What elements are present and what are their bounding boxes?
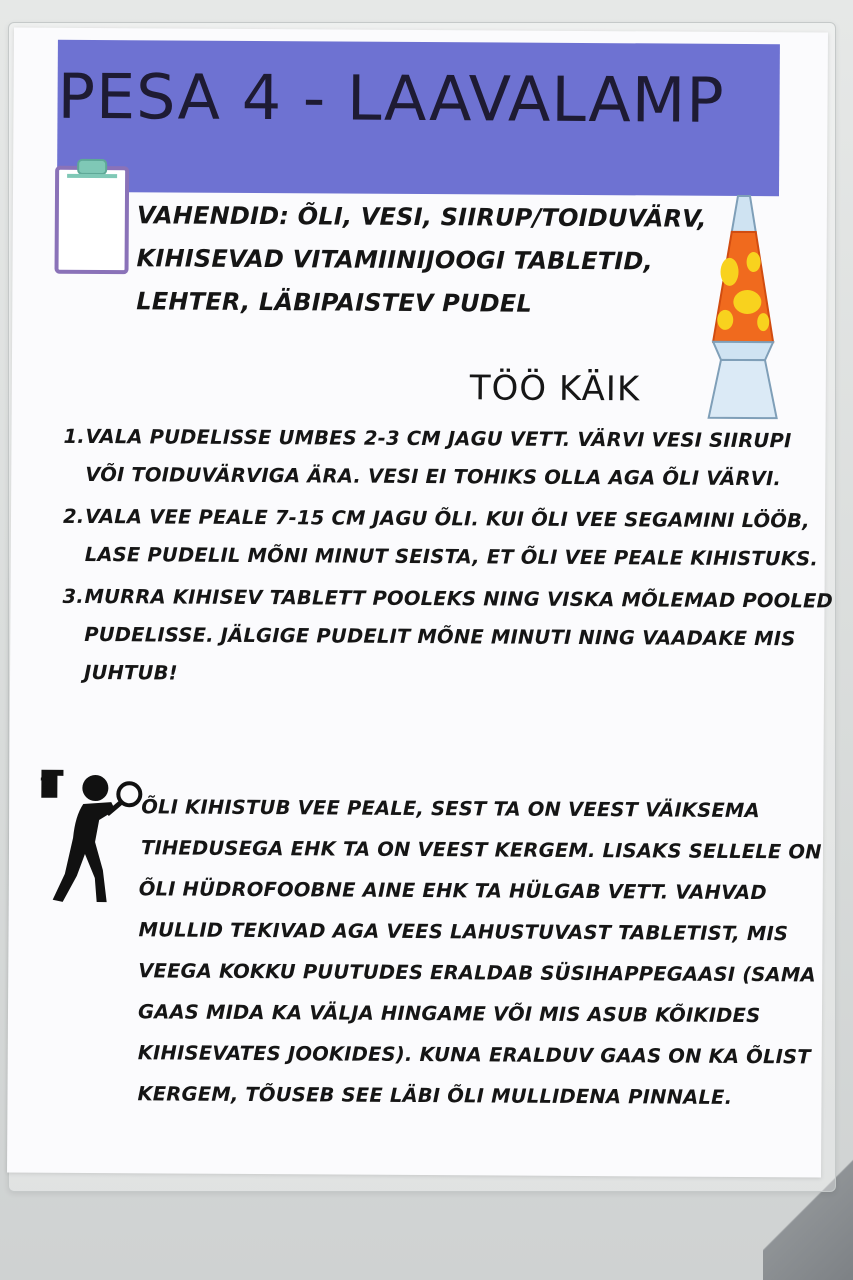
explanation-text xyxy=(137,786,822,1118)
step-line: MURRA KIHISEV TABLETT POOLEKS NING VISKA MÕLEMAD POOLED xyxy=(84,584,834,613)
step-line: VALA PUDELISSE UMBES 2-3 CM JAGU VETT. VÄRVI VESI SIIRUPI xyxy=(85,424,792,453)
explanation-line: KERGEM, TÕUSEB SEE LÄBI ÕLI MULLIDENA PINNALE. xyxy=(137,1082,733,1109)
detective-magnifier-icon xyxy=(35,766,146,907)
explanation-line: TIHEDUSEGA EHK TA ON VEEST KERGEM. LISAKS SELLELE ON xyxy=(140,836,822,864)
step-number: 2. xyxy=(62,504,85,528)
materials-list xyxy=(136,194,707,326)
explanation-line: GAAS MIDA KA VÄLJA HINGAME VÕI MIS ASUB KÕIKIDES xyxy=(137,1000,761,1028)
step-number: 3. xyxy=(62,584,84,608)
svg-text:?: ? xyxy=(39,772,52,797)
explanation-line: VEEGA KOKKU PUUTUDES ERALDAB SÜSIHAPPEGAASI (SAMA xyxy=(138,959,816,987)
step-number: 1. xyxy=(63,424,85,448)
lava-lamp-icon xyxy=(707,192,780,424)
clipboard-icon xyxy=(52,158,133,276)
steps-list xyxy=(62,418,834,696)
step-line: VALA VEE PEALE 7-15 CM JAGU ÕLI. KUI ÕLI VEE SEGAMINI LÖÖB, xyxy=(84,504,810,533)
step-line: PUDELISSE. JÄLGIGE PUDELIT MÕNE MINUTI NING VAADAKE MIS xyxy=(84,622,796,651)
explanation-line: MULLID TEKIVAD AGA VEES LAHUSTUVAST TABLETIST, MIS xyxy=(138,918,789,946)
explanation-line: ÕLI KIHISTUB VEE PEALE, SEST TA ON VEEST VÄIKSEMA xyxy=(141,795,760,823)
step-item xyxy=(62,578,834,696)
steps-heading: TÖÖ KÄIK xyxy=(469,368,641,410)
step-line: JUHTUB! xyxy=(83,660,178,685)
explanation-line: ÕLI HÜDROFOOBNE AINE EHK TA HÜLGAB VETT. VAHVAD xyxy=(138,877,767,905)
step-item xyxy=(63,418,793,498)
worksheet-page xyxy=(7,28,834,1178)
materials-line: KIHISEVAD VITAMIINIJOOGI TABLETID, xyxy=(136,244,653,276)
step-line: VÕI TOIDUVÄRVIGA ÄRA. VESI EI TOHIKS OLLA AGA ÕLI VÄRVI. xyxy=(85,462,782,491)
materials-line: VAHENDID: ÕLI, VESI, SIIRUP/TOIDUVÄRV, xyxy=(136,201,707,233)
explanation-line: KIHISEVATES JOOKIDES). KUNA ERALDUV GAAS ON KA ÕLIST xyxy=(137,1041,811,1069)
materials-line: LEHTER, LÄBIPAISTEV PUDEL xyxy=(136,287,533,318)
step-item xyxy=(62,498,819,578)
page-title: PESA 4 - LAAVALAMP xyxy=(57,59,725,137)
step-line: LASE PUDELIL MÕNI MINUT SEISTA, ET ÕLI VEE PEALE KIHISTUKS. xyxy=(84,542,819,571)
